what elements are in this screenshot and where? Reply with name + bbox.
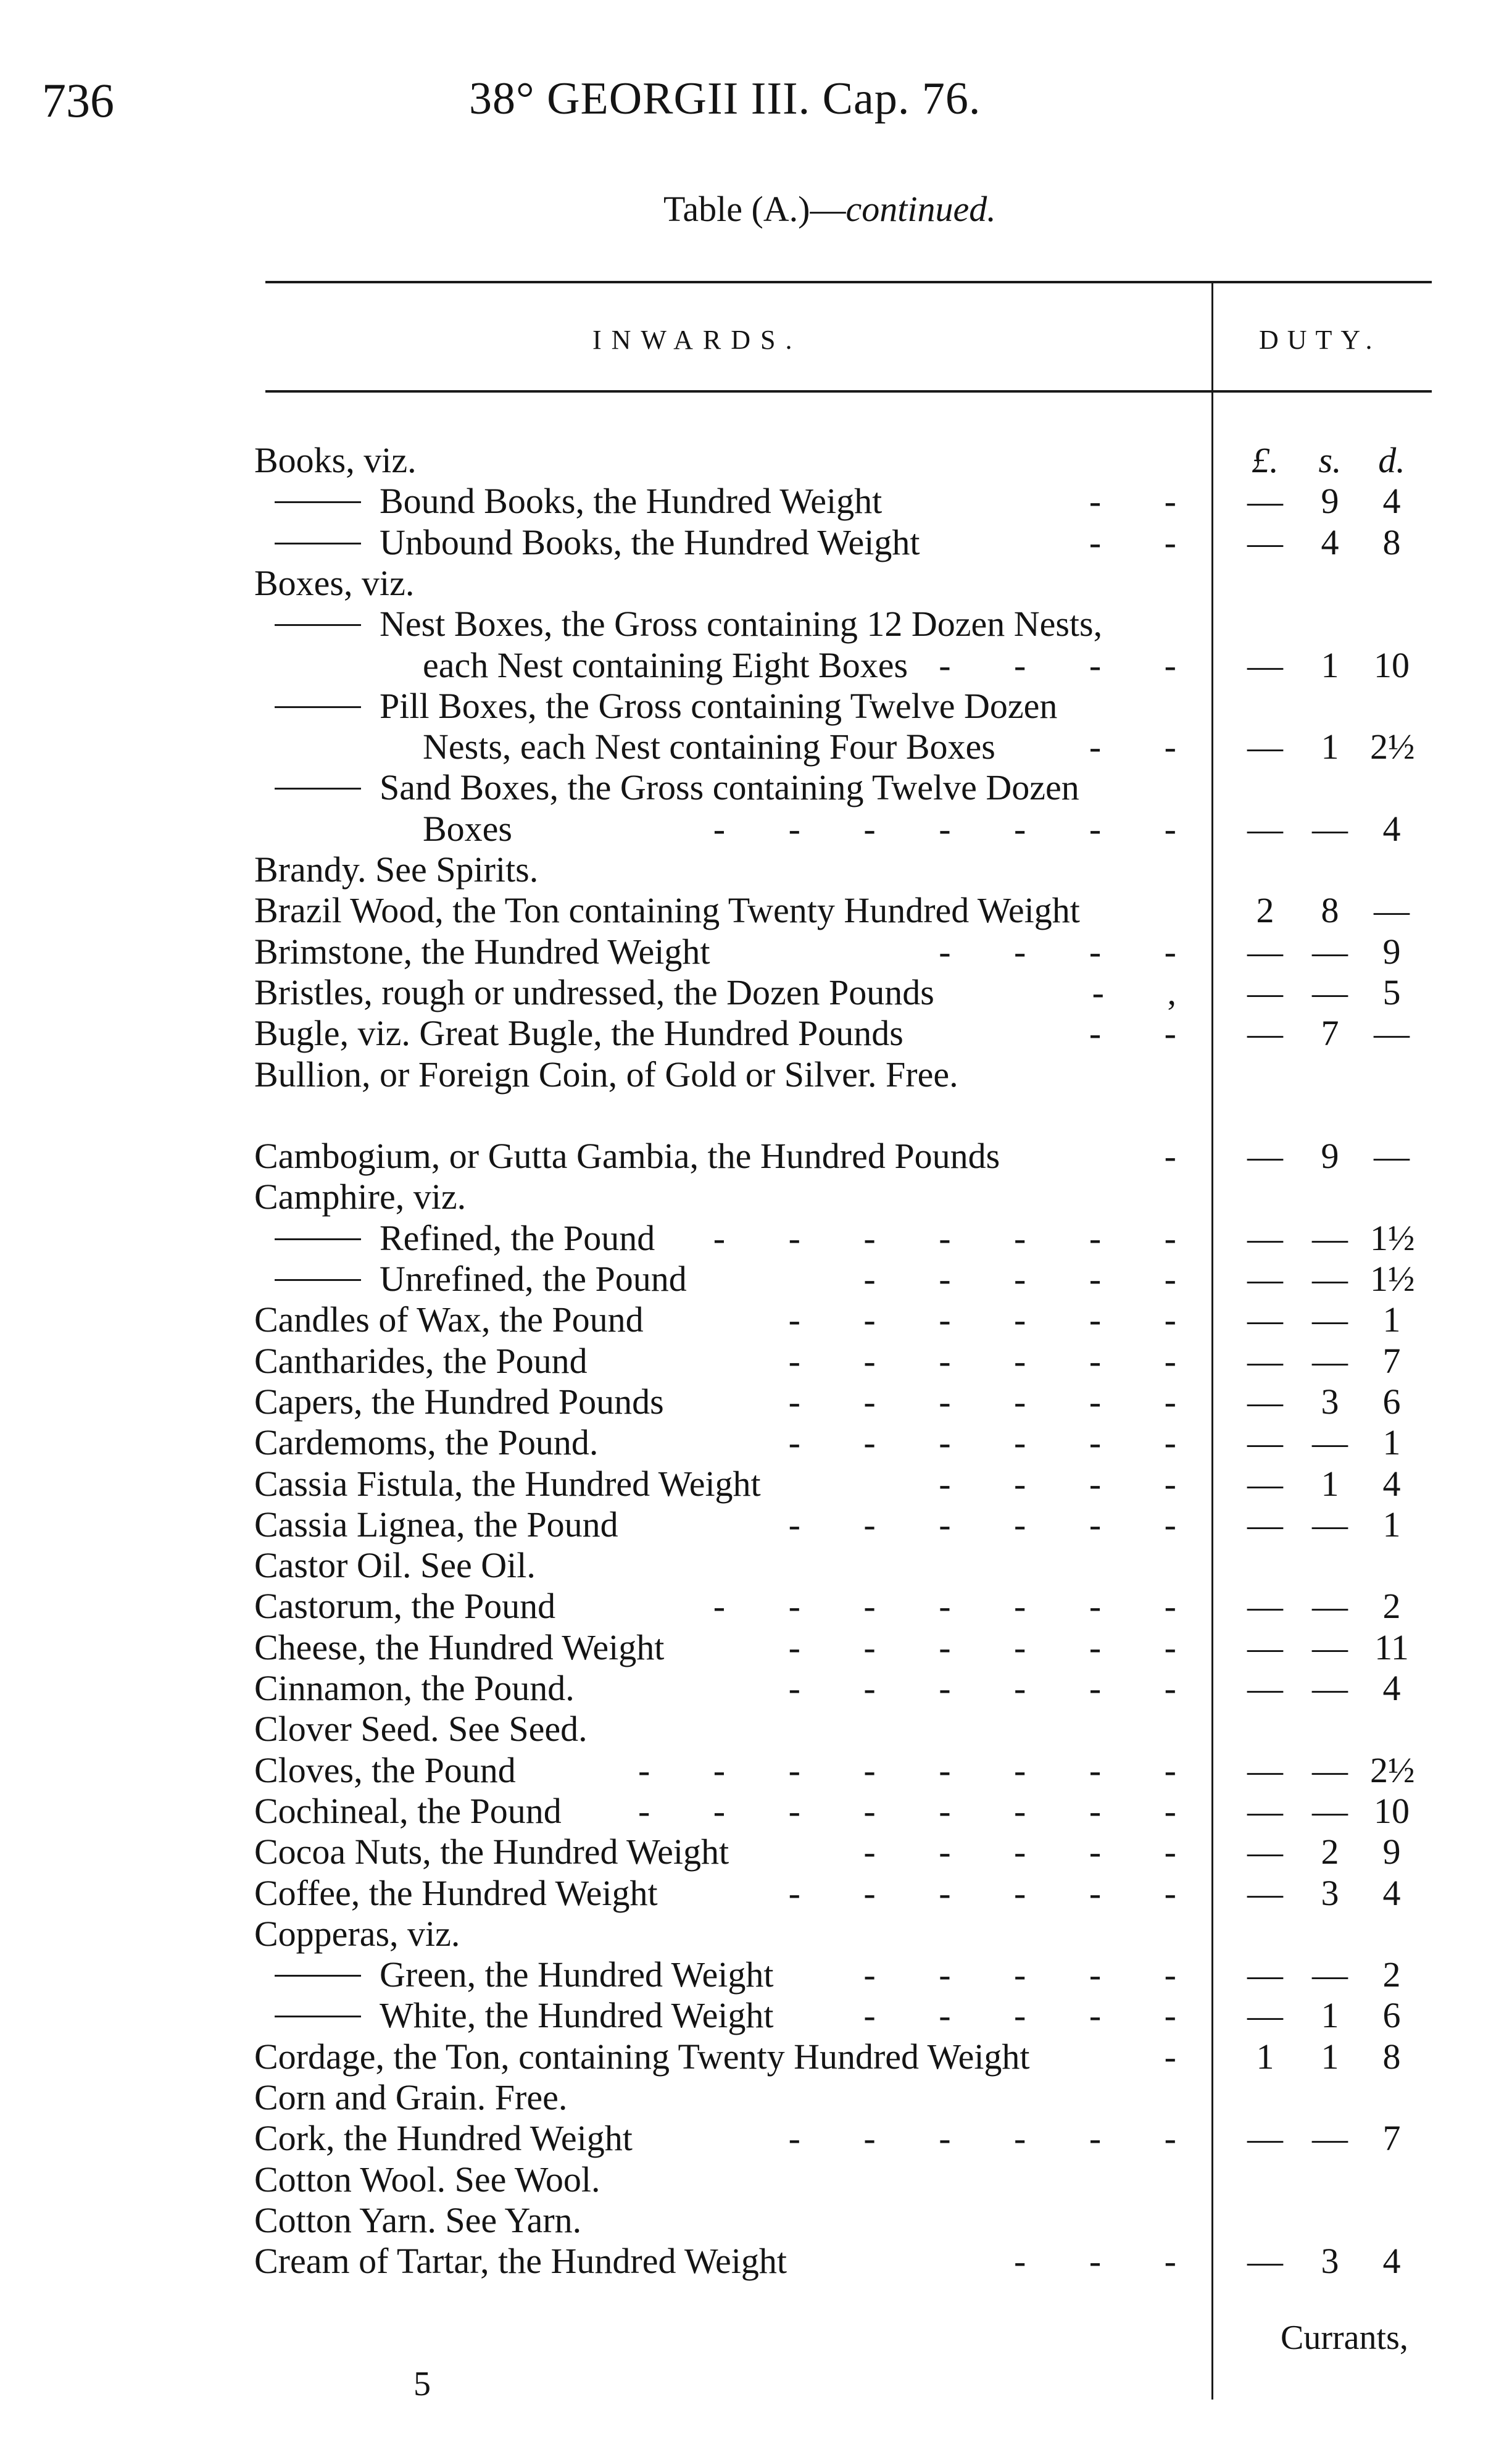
table-row (0, 2117, 1512, 2158)
item-label: Brandy. See Spirits. (254, 849, 539, 890)
pence-cell: — (1374, 890, 1410, 931)
pounds-cell: — (1247, 1872, 1283, 1913)
pence-cell: 4 (1382, 1668, 1401, 1708)
shillings-cell: — (1312, 2118, 1348, 2159)
table-row (0, 1299, 1512, 1340)
item-label: Cassia Lignea, the Pound (254, 1504, 618, 1545)
ditto-dash (275, 501, 361, 503)
item-label: Unbound Books, the Hundred Weight (380, 522, 920, 562)
table-row (0, 1708, 1512, 1749)
column-header-inwards: INWARDS. (592, 325, 802, 355)
table-row (0, 685, 1512, 726)
dot-leader: - - - - (939, 931, 1203, 972)
shillings-cell: 9 (1321, 481, 1339, 522)
pence-cell: 2½ (1370, 1749, 1415, 1790)
pence-cell: 7 (1382, 2118, 1401, 2159)
ditto-dash (275, 2016, 361, 2017)
pounds-cell: — (1247, 808, 1283, 849)
table-row (0, 972, 1512, 1012)
pence-cell: d. (1378, 440, 1405, 480)
pounds-cell: — (1247, 1340, 1283, 1381)
shillings-cell: 3 (1321, 1872, 1339, 1913)
dot-leader: - - (1089, 481, 1203, 522)
item-label: Boxes (423, 808, 512, 849)
pounds-cell: — (1247, 1013, 1283, 1054)
pence-cell: 10 (1374, 1790, 1410, 1831)
dot-leader: - - - - - (863, 1995, 1203, 2036)
pence-cell: 7 (1382, 1340, 1401, 1381)
pounds-cell: — (1247, 1299, 1283, 1340)
table-row (0, 1749, 1512, 1790)
pounds-cell: 2 (1256, 890, 1274, 931)
table-row (0, 808, 1512, 849)
dot-leader: - - - - - - (788, 1422, 1203, 1463)
shillings-cell: — (1312, 1504, 1348, 1545)
running-head: 38° GEORGII III. Cap. 76. (469, 73, 981, 124)
column-header-duty: DUTY. (1259, 325, 1381, 355)
item-label: Copperas, viz. (254, 1913, 460, 1954)
dot-leader: - - - - (939, 1463, 1203, 1504)
pounds-cell: — (1247, 1627, 1283, 1667)
item-label: Cheese, the Hundred Weight (254, 1627, 665, 1667)
table-row (0, 1585, 1512, 1626)
pounds-cell: — (1247, 1749, 1283, 1790)
item-label: Boxes, viz. (254, 562, 415, 603)
table-top-rule (265, 281, 1432, 283)
table-row (0, 2159, 1512, 2200)
dot-leader: - - - - - - - (713, 808, 1203, 849)
pounds-cell: — (1247, 1381, 1283, 1422)
pounds-cell: — (1247, 481, 1283, 522)
pence-cell: 9 (1382, 931, 1401, 972)
dot-leader: - - - - - - - (713, 1586, 1203, 1627)
item-label: Refined, the Pound (380, 1217, 655, 1258)
table-row (0, 1995, 1512, 2035)
ditto-dash (275, 1238, 361, 1240)
dot-leader: - - - - - - (788, 1381, 1203, 1422)
table-row (0, 1954, 1512, 1995)
item-label: each Nest containing Eight Boxes (423, 644, 908, 685)
dot-leader: - - - - - - - - (638, 1790, 1203, 1831)
ditto-dash (275, 706, 361, 708)
item-label: Bullion, or Foreign Coin, of Gold or Silver. Free. (254, 1054, 958, 1095)
catchword: Currants, (1281, 2319, 1408, 2357)
table-row (0, 1217, 1512, 1258)
shillings-cell: — (1312, 1954, 1348, 1995)
item-label: Cotton Wool. See Wool. (254, 2159, 600, 2200)
shillings-cell: — (1312, 1749, 1348, 1790)
item-label: Pill Boxes, the Gross containing Twelve Dozen (380, 685, 1058, 726)
pounds-cell: — (1247, 1217, 1283, 1258)
table-row (0, 1258, 1512, 1299)
pounds-cell: — (1247, 972, 1283, 1012)
dot-leader: - - - - - - (788, 1340, 1203, 1381)
shillings-cell: 9 (1321, 1136, 1339, 1177)
signature-mark: 5 (413, 2365, 431, 2403)
table-row (0, 2077, 1512, 2117)
shillings-cell: 3 (1321, 1381, 1339, 1422)
shillings-cell: 3 (1321, 2241, 1339, 2282)
item-label: Corn and Grain. Free. (254, 2077, 568, 2117)
item-label: Cassia Fistula, the Hundred Weight (254, 1463, 761, 1504)
pence-cell: 4 (1382, 2241, 1401, 2282)
shillings-cell: — (1312, 1668, 1348, 1708)
table-row (0, 849, 1512, 890)
item-label: Cochineal, the Pound (254, 1790, 562, 1831)
page-number: 736 (42, 73, 114, 127)
ditto-dash (275, 788, 361, 790)
item-label: Coffee, the Hundred Weight (254, 1872, 658, 1913)
pence-cell: 1 (1382, 1422, 1401, 1463)
pounds-cell: — (1247, 1422, 1283, 1463)
item-label: White, the Hundred Weight (380, 1995, 774, 2036)
pence-cell: 8 (1382, 2036, 1401, 2077)
item-label: Cardemoms, the Pound. (254, 1422, 599, 1463)
table-row (0, 562, 1512, 603)
item-label: Cork, the Hundred Weight (254, 2118, 633, 2159)
pence-cell: 2 (1382, 1954, 1401, 1995)
dot-leader: - (1164, 2036, 1203, 2077)
table-row (0, 522, 1512, 562)
shillings-cell: — (1312, 1340, 1348, 1381)
pounds-cell: — (1247, 1790, 1283, 1831)
item-label: Bristles, rough or undressed, the Dozen Pounds (254, 972, 934, 1012)
table-row (0, 1545, 1512, 1585)
dot-leader: - - - - - - (788, 1872, 1203, 1913)
item-label: Unrefined, the Pound (380, 1259, 687, 1299)
item-label: Cream of Tartar, the Hundred Weight (254, 2241, 787, 2282)
dot-leader: - - - - - - - (713, 1217, 1203, 1258)
item-label: Nests, each Nest containing Four Boxes (423, 727, 995, 767)
table-row (0, 767, 1512, 807)
shillings-cell: — (1312, 1422, 1348, 1463)
shillings-cell: 1 (1321, 2036, 1339, 2077)
shillings-cell: — (1312, 1790, 1348, 1831)
table-row (0, 1012, 1512, 1053)
pounds-cell: — (1247, 1954, 1283, 1995)
pence-cell: 1 (1382, 1504, 1401, 1545)
shillings-cell: — (1312, 972, 1348, 1012)
shillings-cell: — (1312, 1259, 1348, 1299)
shillings-cell: 1 (1321, 1995, 1339, 2036)
item-label: Brimstone, the Hundred Weight (254, 931, 710, 972)
dot-leader: - - - - (939, 644, 1203, 685)
shillings-cell: 1 (1321, 1463, 1339, 1504)
table-row (0, 644, 1512, 685)
table-row (0, 2036, 1512, 2077)
table-row (0, 1381, 1512, 1422)
table-row (0, 1504, 1512, 1545)
shillings-cell: 1 (1321, 727, 1339, 767)
table-row (0, 1340, 1512, 1381)
dot-leader: - - - - - - (788, 1627, 1203, 1667)
pence-cell: 6 (1382, 1995, 1401, 2036)
shillings-cell: — (1312, 931, 1348, 972)
dot-leader: - - - - - (863, 1954, 1203, 1995)
pence-cell: 1 (1382, 1299, 1401, 1340)
pence-cell: 4 (1382, 808, 1401, 849)
pounds-cell: — (1247, 1504, 1283, 1545)
item-label: Candles of Wax, the Pound (254, 1299, 644, 1340)
table-row (0, 931, 1512, 972)
shillings-cell: 7 (1321, 1013, 1339, 1054)
table-caption-continued: continued. (845, 189, 996, 229)
pence-cell: 10 (1374, 644, 1410, 685)
table-row (0, 480, 1512, 521)
dot-leader: - - (1089, 522, 1203, 562)
item-label: Cloves, the Pound (254, 1749, 516, 1790)
table-caption (663, 188, 996, 230)
dot-leader: - - - - - - (788, 1299, 1203, 1340)
pence-cell: 2 (1382, 1586, 1401, 1627)
shillings-cell: — (1312, 1299, 1348, 1340)
item-label: Bugle, viz. Great Bugle, the Hundred Pounds (254, 1013, 903, 1054)
pounds-cell: £. (1252, 440, 1279, 480)
shillings-cell: — (1312, 1586, 1348, 1627)
pence-cell: 4 (1382, 481, 1401, 522)
ditto-dash (275, 624, 361, 626)
shillings-cell: — (1312, 1217, 1348, 1258)
item-label: Cordage, the Ton, containing Twenty Hundred Weight (254, 2036, 1030, 2077)
item-label: Cocoa Nuts, the Hundred Weight (254, 1832, 729, 1872)
pence-cell: 4 (1382, 1463, 1401, 1504)
pounds-cell: — (1247, 931, 1283, 972)
pounds-cell: — (1247, 1995, 1283, 2036)
item-label: Bound Books, the Hundred Weight (380, 481, 883, 522)
table-row (0, 1095, 1512, 1135)
shillings-cell: s. (1318, 440, 1342, 480)
pounds-cell: — (1247, 1463, 1283, 1504)
pence-cell: 1½ (1370, 1259, 1415, 1299)
pence-cell: 9 (1382, 1832, 1401, 1872)
table-row (0, 726, 1512, 767)
pence-cell: 2½ (1370, 727, 1415, 767)
shillings-cell: 8 (1321, 890, 1339, 931)
table-row (0, 1913, 1512, 1954)
table-row (0, 440, 1512, 480)
shillings-cell: 1 (1321, 644, 1339, 685)
pence-cell: 8 (1382, 522, 1401, 562)
pounds-cell: — (1247, 644, 1283, 685)
shillings-cell: — (1312, 1627, 1348, 1667)
table-caption-main: Table (A.)— (663, 189, 846, 229)
table-row (0, 1422, 1512, 1462)
pence-cell: 1½ (1370, 1217, 1415, 1258)
ditto-dash (275, 543, 361, 544)
item-label: Clover Seed. See Seed. (254, 1709, 588, 1749)
pence-cell: — (1374, 1013, 1410, 1054)
dot-leader: - , (1092, 972, 1203, 1012)
table-row (0, 1054, 1512, 1095)
pence-cell: 4 (1382, 1872, 1401, 1913)
item-label: Cotton Yarn. See Yarn. (254, 2200, 582, 2240)
dot-leader: - - - - - (863, 1259, 1203, 1299)
dot-leader: - - (1089, 727, 1203, 767)
dot-leader: - - - - - - (788, 1504, 1203, 1545)
table-row (0, 603, 1512, 644)
pounds-cell: — (1247, 2241, 1283, 2282)
item-label: Camphire, viz. (254, 1177, 467, 1217)
table-row (0, 1176, 1512, 1217)
pence-cell: 5 (1382, 972, 1401, 1012)
item-label: Cantharides, the Pound (254, 1340, 588, 1381)
pounds-cell: 1 (1256, 2036, 1274, 2077)
ditto-dash (275, 1279, 361, 1281)
dot-leader: - - (1089, 1013, 1203, 1054)
table-row (0, 1831, 1512, 1872)
shillings-cell: — (1312, 808, 1348, 849)
item-label: Castor Oil. See Oil. (254, 1545, 536, 1586)
item-label: Sand Boxes, the Gross containing Twelve Dozen (380, 767, 1079, 808)
dot-leader: - (1164, 1136, 1203, 1177)
ditto-dash (275, 1975, 361, 1977)
dot-leader: - - - - - (863, 1832, 1203, 1872)
item-label: Brazil Wood, the Ton containing Twenty Hundred Weight (254, 890, 1080, 931)
table-row (0, 2240, 1512, 2281)
pounds-cell: — (1247, 727, 1283, 767)
shillings-cell: 4 (1321, 522, 1339, 562)
pence-cell: 6 (1382, 1381, 1401, 1422)
pounds-cell: — (1247, 1832, 1283, 1872)
dot-leader: - - - - - - - - (638, 1749, 1203, 1790)
table-row (0, 1790, 1512, 1831)
pounds-cell: — (1247, 522, 1283, 562)
table-row (0, 2200, 1512, 2240)
dot-leader: - - - - - - (788, 2118, 1203, 2159)
pounds-cell: — (1247, 1586, 1283, 1627)
pounds-cell: — (1247, 1259, 1283, 1299)
item-label: Capers, the Hundred Pounds (254, 1381, 664, 1422)
dot-leader: - - - - - - (788, 1668, 1203, 1708)
item-label: Nest Boxes, the Gross containing 12 Dozen Nests, (380, 604, 1103, 644)
table-row (0, 1667, 1512, 1708)
shillings-cell: 2 (1321, 1832, 1339, 1872)
table-row (0, 890, 1512, 930)
table-row (0, 1463, 1512, 1504)
table-head-rule (265, 390, 1432, 393)
item-label: Cambogium, or Gutta Gambia, the Hundred Pounds (254, 1136, 1000, 1177)
item-label: Green, the Hundred Weight (380, 1954, 774, 1995)
pounds-cell: — (1247, 1668, 1283, 1708)
item-label: Castorum, the Pound (254, 1586, 556, 1627)
pence-cell: 11 (1374, 1627, 1409, 1667)
table-row (0, 1627, 1512, 1667)
table-row (0, 1135, 1512, 1176)
table-row (0, 1872, 1512, 1913)
pounds-cell: — (1247, 2118, 1283, 2159)
pounds-cell: — (1247, 1136, 1283, 1177)
item-label: Cinnamon, the Pound. (254, 1668, 575, 1708)
dot-leader: - - - (1014, 2241, 1203, 2282)
item-label: Books, viz. (254, 440, 417, 480)
pence-cell: — (1374, 1136, 1410, 1177)
